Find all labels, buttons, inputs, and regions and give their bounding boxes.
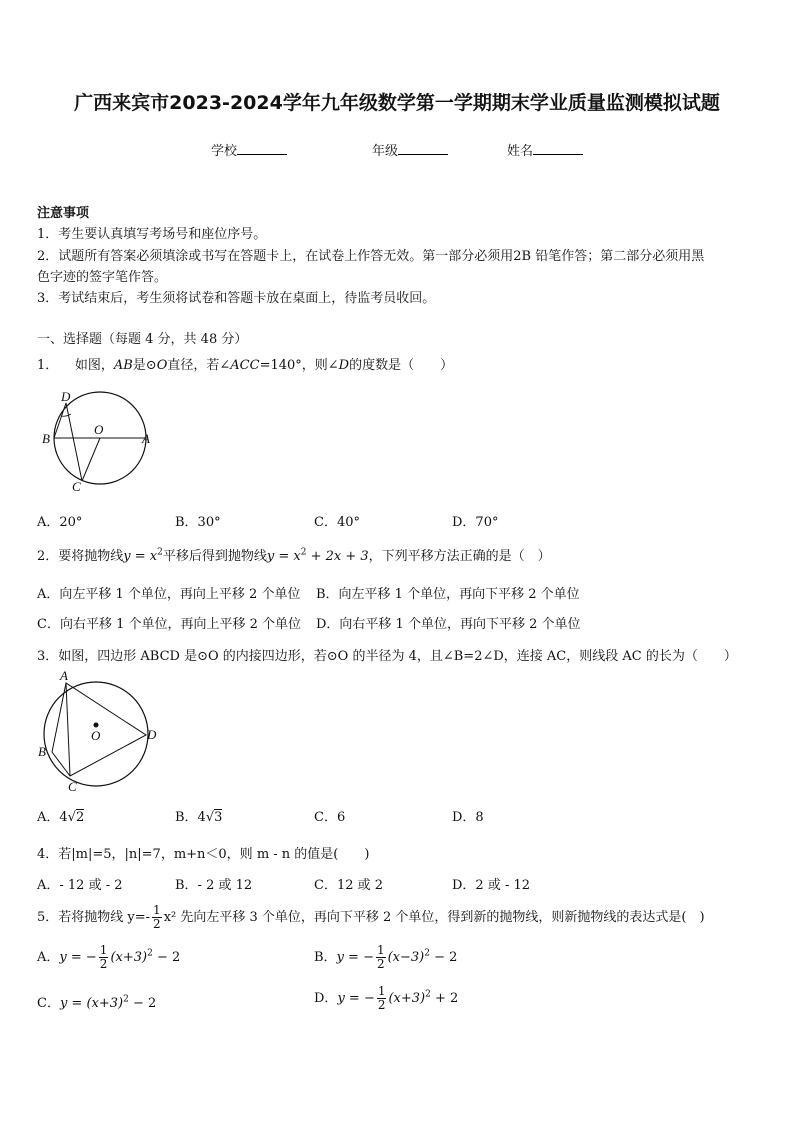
grade-blank[interactable] [398,142,448,155]
q3-radicand: 2 [75,810,85,825]
q5-formula: (x+3) [110,950,148,965]
q5-formula: y = − [59,950,97,965]
q1-option-c[interactable]: C．40° [314,515,360,530]
q1-segment-oc [82,438,100,481]
q4-option-c[interactable]: C．12 或 2 [314,878,384,893]
fraction-denominator: 2 [376,957,385,971]
question-1 [37,354,453,373]
q5-option-label: D． [314,991,338,1006]
q1-label-d: D [61,389,71,404]
q2-exponent: 2 [157,547,163,558]
q1-chord-db [54,403,66,438]
q3-option-b[interactable] [175,806,222,825]
q5-text: 5．若将抛物线 y=- [37,910,151,925]
q3-label-d: D [147,727,157,742]
q5-option-a[interactable] [37,944,180,971]
q3-option-a[interactable] [37,806,84,825]
q5-exponent: 2 [424,948,430,959]
q5-option-label: C． [37,996,60,1011]
q4-option-d[interactable]: D．2 或 - 12 [452,878,531,893]
notes-heading: 注意事项 [37,206,90,221]
q1-text: 直径，若∠ [167,358,231,373]
grade-field[interactable] [372,140,448,159]
q2-exponent: 2 [300,547,307,558]
q2-option-c[interactable]: C．向右平移 1 个单位，再向上平移 2 个单位 [37,617,302,632]
fraction-numerator: 1 [153,903,161,917]
q2-formula: y = x [123,549,158,564]
q5-formula: − 2 [429,950,458,965]
q5-formula: − 2 [128,996,157,1011]
q3-label-b: B [38,744,46,759]
fraction-numerator: 1 [99,943,108,957]
fraction-denominator: 2 [99,957,108,971]
question-3: 3．如图，四边形 ABCD 是⊙O 的内接四边形，若⊙O 的半径为 4，且∠B=2∠D，连接 AC，则线段 AC 的长为（ ） [37,649,737,664]
q5-text: x² 先向左平移 3 个单位，再向下平移 2 个单位，得到新的抛物线，则新抛物线的表达式是( ) [163,910,705,925]
question-4: 4．若|m|=5，|n|=7，m+n＜0，则 m - n 的值是( ) [37,847,370,862]
name-field[interactable] [507,140,583,159]
q1-circle-diagram [36,384,166,494]
q1-var: ACC [230,358,260,373]
q4-option-a[interactable]: A．- 12 或 - 2 [37,878,123,893]
fraction-denominator: 2 [377,998,386,1012]
q3-option-c[interactable]: C．6 [314,810,346,825]
q1-option-a[interactable]: A．20° [37,515,83,530]
q1-text: 是⊙ [132,358,157,373]
q5-option-b[interactable] [314,944,457,971]
school-blank[interactable] [237,142,287,155]
school-label: 学校 [211,144,238,159]
note-item: 色字迹的签字笔作答。 [37,270,168,285]
q3-label-c: C [68,779,77,794]
note-item: 1．考生要认真填写考场号和座位序号。 [37,227,267,242]
sqrt-icon: √ [67,810,76,825]
q5-formula: (x−3) [387,950,425,965]
q3-radicand: 3 [214,810,223,825]
page-title: 广西来宾市2023-2024学年九年级数学第一学期期末学业质量监测模拟试题 [74,92,720,114]
q3-circle-diagram [34,668,164,794]
q1-text: =140°，则∠ [259,358,339,373]
q1-var: O [156,358,168,373]
q1-text: 如图， [74,358,114,373]
q5-formula: + 2 [430,991,459,1006]
note-item: 2．试题所有答案必须填涂或书写在答题卡上，在试卷上作答无效。第一部分必须用2B 铅笔作答；第二部分必须用黑 [37,249,705,264]
q3-option-d[interactable]: D．8 [452,810,484,825]
q3-segment-ac [66,683,70,776]
q5-fraction [152,904,162,931]
fraction-numerator: 1 [376,943,385,957]
q2-formula: y = x [266,549,301,564]
q1-chord-dc [66,403,82,481]
q1-text: 的度数是（ ） [349,358,454,373]
q1-var: D [338,358,350,373]
q2-text: 2．要将抛物线 [37,549,124,564]
q1-option-b[interactable]: B．30° [175,515,221,530]
q5-option-label: A． [37,950,60,965]
q4-option-b[interactable]: B．- 2 或 12 [175,878,253,893]
q5-formula: y = (x+3) [59,996,124,1011]
q1-number: 1． [37,358,59,373]
name-label: 姓名 [507,144,534,159]
q5-option-label: B． [314,950,337,965]
q2-text: ，下列平移方法正确的是（ ） [368,549,551,564]
q5-exponent: 2 [425,989,431,1000]
q1-label-a: A [142,431,150,446]
q3-label-a: A [60,668,68,683]
grade-label: 年级 [372,144,399,159]
note-item: 3．考试结束后，考生须将试卷和答题卡放在桌面上，待监考员收回。 [37,291,436,306]
q5-exponent: 2 [147,948,153,959]
question-2 [37,545,551,564]
q1-label-c: C [72,479,81,494]
q3-option-b-label: B．4 [175,810,206,825]
name-blank[interactable] [533,142,583,155]
q5-exponent: 2 [123,994,129,1005]
q5-fraction [99,944,109,971]
q2-option-b[interactable]: B．向左平移 1 个单位，再向下平移 2 个单位 [316,587,580,602]
q5-option-d[interactable] [314,985,458,1012]
q2-formula: + 2x + 3 [306,549,369,564]
q3-center-dot [94,723,99,728]
school-field[interactable] [211,140,287,159]
q1-var: AB [113,358,133,373]
q2-text: 平移后得到抛物线 [162,549,267,564]
q5-fraction [377,985,387,1012]
q5-option-c[interactable] [37,992,156,1011]
q5-formula: y = − [336,950,374,965]
q5-formula: y = − [337,991,375,1006]
q1-label-o: O [94,422,104,437]
q5-formula: (x+3) [388,991,426,1006]
q2-option-a[interactable]: A．向左平移 1 个单位，再向上平移 2 个单位 [37,587,301,602]
sqrt-icon: √ [205,810,215,825]
section-heading: 一、选择题（每题 4 分，共 48 分） [37,332,248,347]
q1-option-d[interactable]: D．70° [452,515,499,530]
q3-option-a-label: A．4 [37,810,68,825]
q5-fraction [376,944,386,971]
q5-formula: − 2 [152,950,181,965]
fraction-denominator: 2 [153,917,161,931]
question-5 [37,904,705,931]
q3-label-o: O [91,728,101,743]
q2-option-d[interactable]: D．向右平移 1 个单位，再向下平移 2 个单位 [316,617,581,632]
fraction-numerator: 1 [377,984,386,998]
q1-label-b: B [42,431,50,446]
